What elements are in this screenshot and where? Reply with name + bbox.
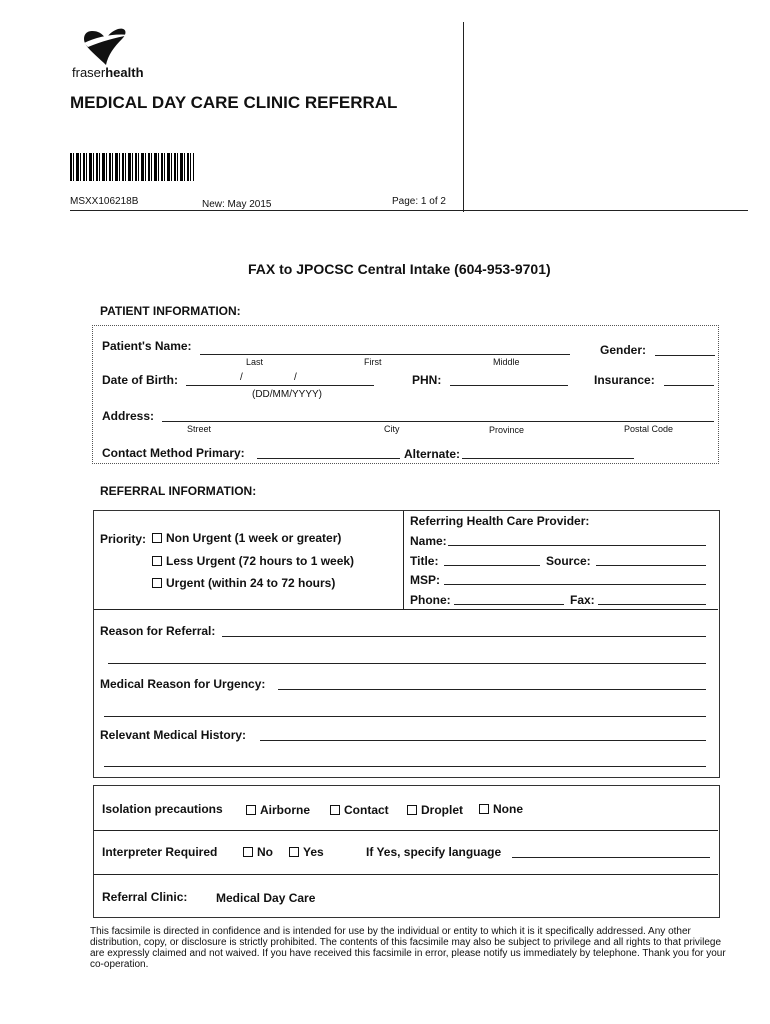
contact-primary-field[interactable] (257, 458, 400, 459)
priority-label: Priority: (100, 532, 147, 546)
name-sub-first: First (364, 357, 382, 367)
provider-title-field[interactable] (444, 565, 540, 566)
address-field[interactable] (162, 421, 714, 422)
language-label: If Yes, specify language (366, 845, 502, 859)
clinic-value: Medical Day Care (216, 891, 316, 905)
priority-option-urgent[interactable]: Urgent (within 24 to 72 hours) (152, 576, 335, 590)
urgency-field-2[interactable] (104, 716, 706, 717)
history-label: Relevant Medical History: (100, 728, 247, 742)
page-number: Page: 1 of 2 (392, 196, 446, 207)
checkbox-icon[interactable] (289, 847, 299, 857)
revision-date: New: May 2015 (202, 199, 272, 210)
addr-sub-city: City (384, 424, 400, 434)
isolation-label: Isolation precautions (102, 802, 223, 816)
patient-section-title: PATIENT INFORMATION: (100, 304, 241, 318)
urgency-label: Medical Reason for Urgency: (100, 677, 266, 691)
history-field-1[interactable] (260, 740, 706, 741)
reason-field-2[interactable] (108, 663, 706, 664)
patient-name-label: Patient's Name: (102, 339, 192, 353)
checkbox-icon[interactable] (243, 847, 253, 857)
header-divider-horizontal (70, 210, 748, 211)
provider-source-label: Source: (546, 554, 591, 568)
provider-msp-label: MSP: (410, 573, 440, 587)
precautions-separator-1 (94, 830, 718, 831)
interpreter-option-yes[interactable]: Yes (289, 845, 324, 859)
contact-alternate-field[interactable] (462, 458, 634, 459)
language-field[interactable] (512, 857, 710, 858)
header-divider-vertical (463, 22, 464, 212)
provider-msp-field[interactable] (444, 584, 706, 585)
gender-label: Gender: (600, 343, 647, 357)
provider-title-label: Title: (410, 554, 439, 568)
name-sub-middle: Middle (493, 357, 520, 367)
phn-label: PHN: (412, 373, 442, 387)
addr-sub-street: Street (187, 424, 212, 434)
form-title: MEDICAL DAY CARE CLINIC REFERRAL (70, 93, 398, 112)
provider-phone-field[interactable] (454, 604, 564, 605)
address-label: Address: (102, 409, 155, 423)
interpreter-label: Interpreter Required (102, 845, 218, 859)
provider-name-field[interactable] (448, 545, 706, 546)
isolation-option-contact[interactable]: Contact (330, 803, 389, 817)
referral-box-divider (403, 511, 404, 610)
patient-name-field[interactable] (200, 354, 570, 355)
provider-title: Referring Health Care Provider: (410, 514, 590, 528)
checkbox-icon[interactable] (407, 805, 417, 815)
fraserhealth-logo (72, 25, 142, 80)
provider-fax-field[interactable] (598, 604, 706, 605)
addr-sub-postal: Postal Code (624, 424, 674, 434)
checkbox-icon[interactable] (152, 578, 162, 588)
dob-separator-2: / (294, 372, 297, 383)
dob-separator-1: / (240, 372, 243, 383)
addr-sub-province: Province (489, 425, 525, 435)
provider-fax-label: Fax: (570, 593, 595, 607)
gender-field[interactable] (655, 355, 715, 356)
referral-box-separator (94, 609, 718, 610)
checkbox-icon[interactable] (152, 556, 162, 566)
insurance-field[interactable] (664, 385, 714, 386)
checkbox-icon[interactable] (330, 805, 340, 815)
provider-phone-label: Phone: (410, 593, 451, 607)
dob-label: Date of Birth: (102, 373, 178, 387)
isolation-option-none[interactable]: None (479, 802, 523, 816)
history-field-2[interactable] (104, 766, 706, 767)
interpreter-option-no[interactable]: No (243, 845, 273, 859)
clinic-label: Referral Clinic: (102, 890, 188, 904)
isolation-option-airborne[interactable]: Airborne (246, 803, 310, 817)
insurance-label: Insurance: (594, 373, 655, 387)
priority-option-less-urgent[interactable]: Less Urgent (72 hours to 1 week) (152, 554, 354, 568)
provider-name-label: Name: (410, 534, 447, 548)
checkbox-icon[interactable] (479, 804, 489, 814)
referral-section-title: REFERRAL INFORMATION: (100, 484, 257, 498)
dob-format-hint: (DD/MM/YYYY) (252, 389, 322, 400)
isolation-option-droplet[interactable]: Droplet (407, 803, 463, 817)
barcode (70, 153, 194, 181)
name-sub-last: Last (246, 357, 264, 367)
phn-field[interactable] (450, 385, 568, 386)
contact-method-label: Contact Method Primary: (102, 446, 245, 460)
logo-text-health: health (105, 65, 144, 80)
urgency-field-1[interactable] (278, 689, 706, 690)
fax-heading: FAX to JPOCSC Central Intake (604-953-9701) (248, 261, 551, 277)
checkbox-icon[interactable] (246, 805, 256, 815)
reason-label: Reason for Referral: (100, 624, 216, 638)
reason-field-1[interactable] (222, 636, 706, 637)
fraserhealth-heart-icon (78, 25, 134, 67)
alternate-label: Alternate: (404, 447, 461, 461)
precautions-separator-2 (94, 874, 718, 875)
logo-text-fraser: fraser (72, 65, 106, 80)
confidentiality-disclaimer: This facsimile is directed in confidence and is intended for use by the individual or entity to which it is it specifically addressed. Any other distribution, copy, or disclosure is strictly prohibited. The contents of this facsimile may also be subject to privilege and all rights to that privilege are expressly claimed and not waived. If you have received this facsimile in error, please notify us immediately by telephone. Thank you for your co-operation. (90, 926, 726, 970)
dob-field[interactable] (186, 385, 374, 386)
checkbox-icon[interactable] (152, 533, 162, 543)
provider-source-field[interactable] (596, 565, 706, 566)
form-code: MSXX106218B (70, 196, 139, 207)
priority-option-non-urgent[interactable]: Non Urgent (1 week or greater) (152, 531, 341, 545)
